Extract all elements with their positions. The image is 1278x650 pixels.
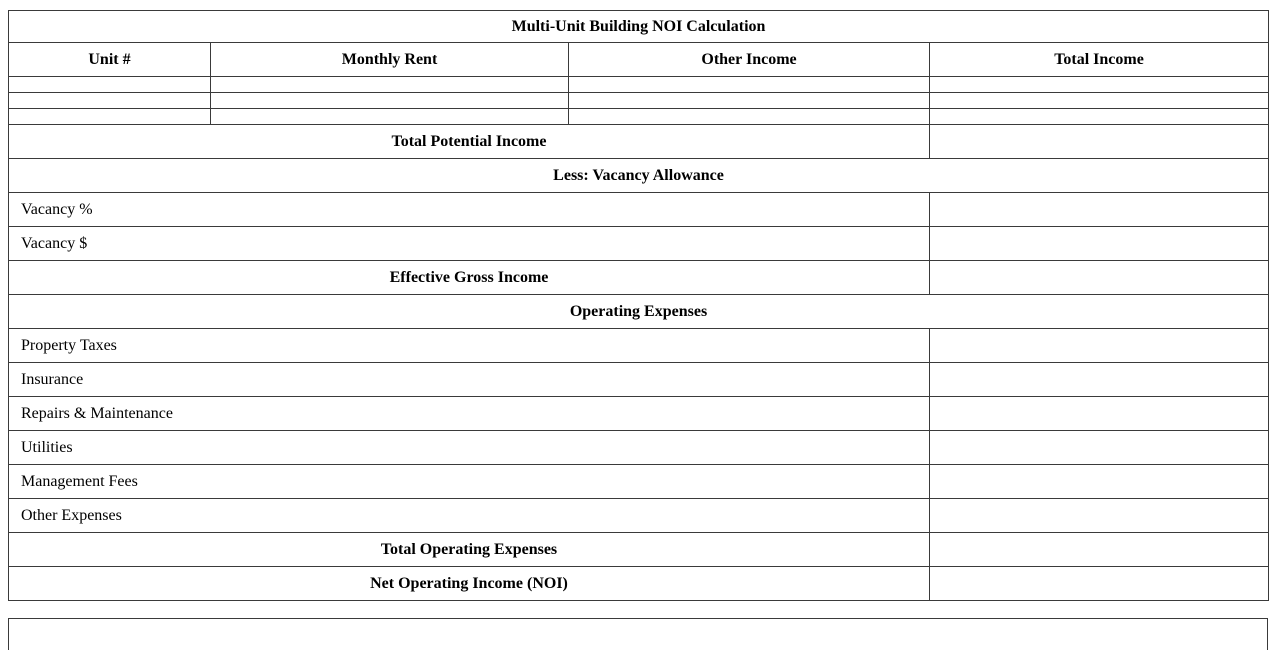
subtotal-row bbox=[9, 125, 1269, 159]
row-value-vacancy-percent bbox=[930, 193, 1269, 227]
total-income-cell bbox=[930, 93, 1269, 109]
secondary-table-cell bbox=[9, 619, 1268, 650]
subtotal-row bbox=[9, 533, 1269, 567]
row-value-insurance bbox=[930, 363, 1269, 397]
row-label-effective-gross-income: Effective Gross Income bbox=[9, 261, 930, 295]
row-label-insurance: Insurance bbox=[9, 363, 930, 397]
unit-row bbox=[9, 77, 1269, 93]
line-row bbox=[9, 397, 1269, 431]
secondary-table-top-edge bbox=[8, 618, 1268, 650]
other-income-cell bbox=[569, 77, 930, 93]
line-row bbox=[9, 465, 1269, 499]
section-row bbox=[9, 295, 1269, 329]
unit-row bbox=[9, 93, 1269, 109]
row-label-total-operating-expenses: Total Operating Expenses bbox=[9, 533, 930, 567]
line-row bbox=[9, 431, 1269, 465]
total-income-cell bbox=[930, 77, 1269, 93]
row-value-other-expenses bbox=[930, 499, 1269, 533]
noi-table bbox=[8, 10, 1269, 601]
row-label-repairs-maintenance: Repairs & Maintenance bbox=[9, 397, 930, 431]
col-header-other-income: Other Income bbox=[569, 43, 930, 77]
line-row bbox=[9, 329, 1269, 363]
row-label-management-fees: Management Fees bbox=[9, 465, 930, 499]
row-value-vacancy-dollars bbox=[930, 227, 1269, 261]
row-value-net-operating-income bbox=[930, 567, 1269, 601]
row-value-utilities bbox=[930, 431, 1269, 465]
row-label-property-taxes: Property Taxes bbox=[9, 329, 930, 363]
unit-number-cell bbox=[9, 93, 211, 109]
row-label-other-expenses: Other Expenses bbox=[9, 499, 930, 533]
other-income-cell bbox=[569, 93, 930, 109]
monthly-rent-cell bbox=[211, 109, 569, 125]
col-header-monthly-rent: Monthly Rent bbox=[211, 43, 569, 77]
unit-number-cell bbox=[9, 77, 211, 93]
monthly-rent-cell bbox=[211, 93, 569, 109]
row-value-repairs-maintenance bbox=[930, 397, 1269, 431]
row-label-vacancy-dollars: Vacancy $ bbox=[9, 227, 930, 261]
table-title: Multi-Unit Building NOI Calculation bbox=[9, 11, 1269, 43]
line-row bbox=[9, 363, 1269, 397]
section-label-less-vacancy-allowance: Less: Vacancy Allowance bbox=[9, 159, 1269, 193]
row-value-property-taxes bbox=[930, 329, 1269, 363]
row-value-total-operating-expenses bbox=[930, 533, 1269, 567]
row-value-management-fees bbox=[930, 465, 1269, 499]
subtotal-row bbox=[9, 567, 1269, 601]
section-label-operating-expenses: Operating Expenses bbox=[9, 295, 1269, 329]
section-row bbox=[9, 159, 1269, 193]
row-label-vacancy-percent: Vacancy % bbox=[9, 193, 930, 227]
total-income-cell bbox=[930, 109, 1269, 125]
title-row bbox=[9, 11, 1269, 43]
col-header-unit-number: Unit # bbox=[9, 43, 211, 77]
subtotal-row bbox=[9, 261, 1269, 295]
line-row bbox=[9, 193, 1269, 227]
other-income-cell bbox=[569, 109, 930, 125]
row-label-net-operating-income: Net Operating Income (NOI) bbox=[9, 567, 930, 601]
secondary-table-row bbox=[9, 619, 1268, 650]
row-label-utilities: Utilities bbox=[9, 431, 930, 465]
unit-number-cell bbox=[9, 109, 211, 125]
monthly-rent-cell bbox=[211, 77, 569, 93]
row-label-total-potential-income: Total Potential Income bbox=[9, 125, 930, 159]
column-header-row bbox=[9, 43, 1269, 77]
line-row bbox=[9, 227, 1269, 261]
row-value-effective-gross-income bbox=[930, 261, 1269, 295]
row-value-total-potential-income bbox=[930, 125, 1269, 159]
col-header-total-income: Total Income bbox=[930, 43, 1269, 77]
unit-row bbox=[9, 109, 1269, 125]
line-row bbox=[9, 499, 1269, 533]
